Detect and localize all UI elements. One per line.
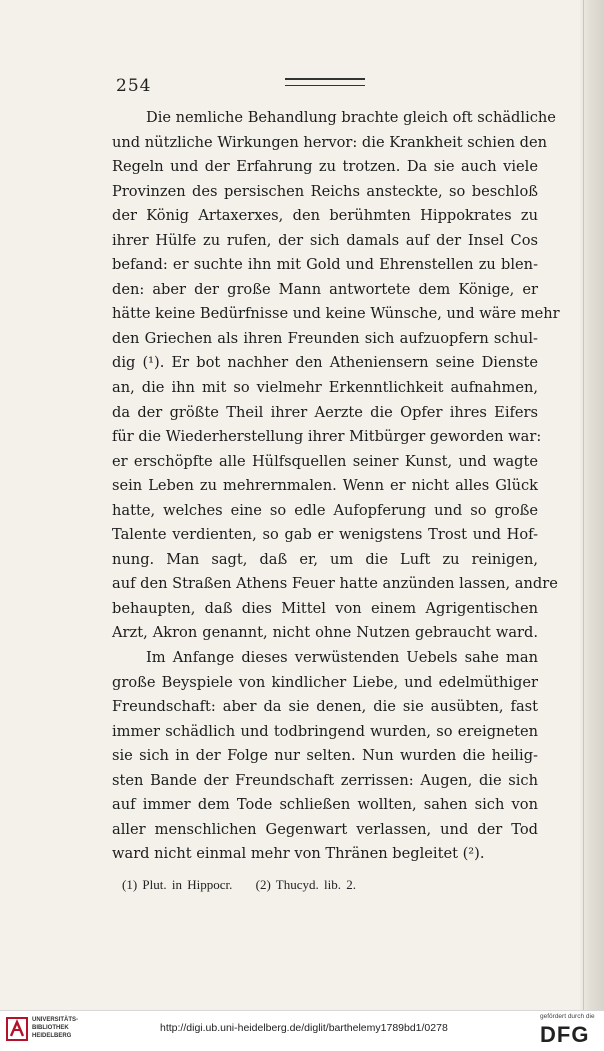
page-edge-line — [583, 0, 584, 1010]
text-line: er erschöpfte alle Hülfsquellen seiner Kunst, und wagte — [112, 452, 538, 470]
library-logo[interactable] — [6, 1014, 86, 1046]
text-line: sein Leben zu mehrernmalen. Wenn er nicht alles Glück — [112, 477, 538, 495]
text-line: ihrer Hülfe zu rufen, der sich damals auf der Insel Cos — [112, 231, 538, 249]
text-line: für die Wiederherstellung ihrer Mitbürger geworden war: — [112, 428, 542, 446]
text-line: immer schädlich und todbringend wurden, so ereigneten — [112, 722, 538, 740]
text-line: Provinzen des persischen Reichs ansteckte, so beschloß — [112, 182, 538, 200]
footnotes — [122, 877, 542, 893]
text-line: große Beyspiele von kindlicher Liebe, und edelmüthiger — [112, 673, 538, 691]
dfg-logo[interactable]: DFG — [540, 1022, 590, 1047]
text-line: befand: er suchte ihn mit Gold und Ehrenstellen zu blen- — [112, 256, 538, 274]
text-line: sten Bande der Freundschaft zerrissen: Augen, die sich — [112, 771, 538, 789]
text-line: den Griechen als ihren Freunden sich aufzuopfern schul- — [112, 329, 538, 347]
text-line: und nützliche Wirkungen hervor: die Krankheit schien den — [112, 133, 548, 151]
text-line: den: aber der große Mann antwortete dem Könige, er — [112, 280, 538, 298]
text-line: Die nemliche Behandlung brachte gleich oft schädliche — [146, 109, 556, 126]
text-line: hatte, welches eine so edle Aufopferung und so große — [112, 501, 538, 519]
text-line: auf immer dem Tode schließen wollten, sahen sich von — [112, 796, 538, 814]
text-line: an, die ihn mit so vielmehr Erkenntlichkeit aufnahmen, — [112, 379, 538, 397]
text-line: nung. Man sagt, daß er, um die Luft zu reinigen, — [112, 550, 538, 568]
text-line: Talente verdienten, so gab er wenigstens Trost und Hof- — [112, 526, 538, 544]
body-text — [112, 106, 560, 867]
page-number: 254 — [116, 76, 152, 96]
text-line: ward nicht einmal mehr von Thränen begleitet (²). — [112, 845, 485, 863]
text-line: dig (¹). Er bot nachher den Atheniensern seine Dienste — [112, 354, 538, 372]
footnote-2: (2) Thucyd. lib. 2. — [255, 877, 356, 892]
text-line: Im Anfange dieses verwüstenden Uebels sahe man — [146, 649, 538, 667]
permalink-url[interactable]: http://digi.ub.uni-heidelberg.de/diglit/barthelemy1789bd1/0278 — [160, 1022, 448, 1034]
library-logo-icon — [6, 1016, 28, 1042]
footnote-1: (1) Plut. in Hippocr. — [122, 877, 233, 892]
library-logo-text: UNIVERSITÄTS- BIBLIOTHEK HEIDELBERG — [32, 1017, 79, 1039]
header-rule — [285, 78, 365, 86]
text-line: behaupten, daß dies Mittel von einem Agrigentischen — [112, 599, 538, 617]
text-line: auf den Straßen Athens Feuer hatte anzünden lassen, andre — [112, 575, 558, 593]
text-line: Regeln und der Erfahrung zu trotzen. Da sie auch viele — [112, 158, 538, 176]
text-line: Freundschaft: aber da sie denen, die sie ausübten, fast — [112, 698, 538, 716]
text-line: aller menschlichen Gegenwart verlassen, und der Tod — [112, 820, 538, 838]
text-line: Arzt, Akron genannt, nicht ohne Nutzen gebraucht ward. — [112, 624, 538, 642]
text-line: hätte keine Bedürfnisse und keine Wünsche, und wäre mehr — [112, 305, 560, 323]
text-line: sie sich in der Folge nur selten. Nun wurden die heilig- — [112, 747, 538, 765]
funder-caption: gefördert durch die — [540, 1013, 595, 1020]
text-line: da der größte Theil ihrer Aerzte die Opfer ihres Eifers — [112, 403, 538, 421]
text-line: der König Artaxerxes, den berühmten Hippokrates zu — [112, 207, 538, 225]
